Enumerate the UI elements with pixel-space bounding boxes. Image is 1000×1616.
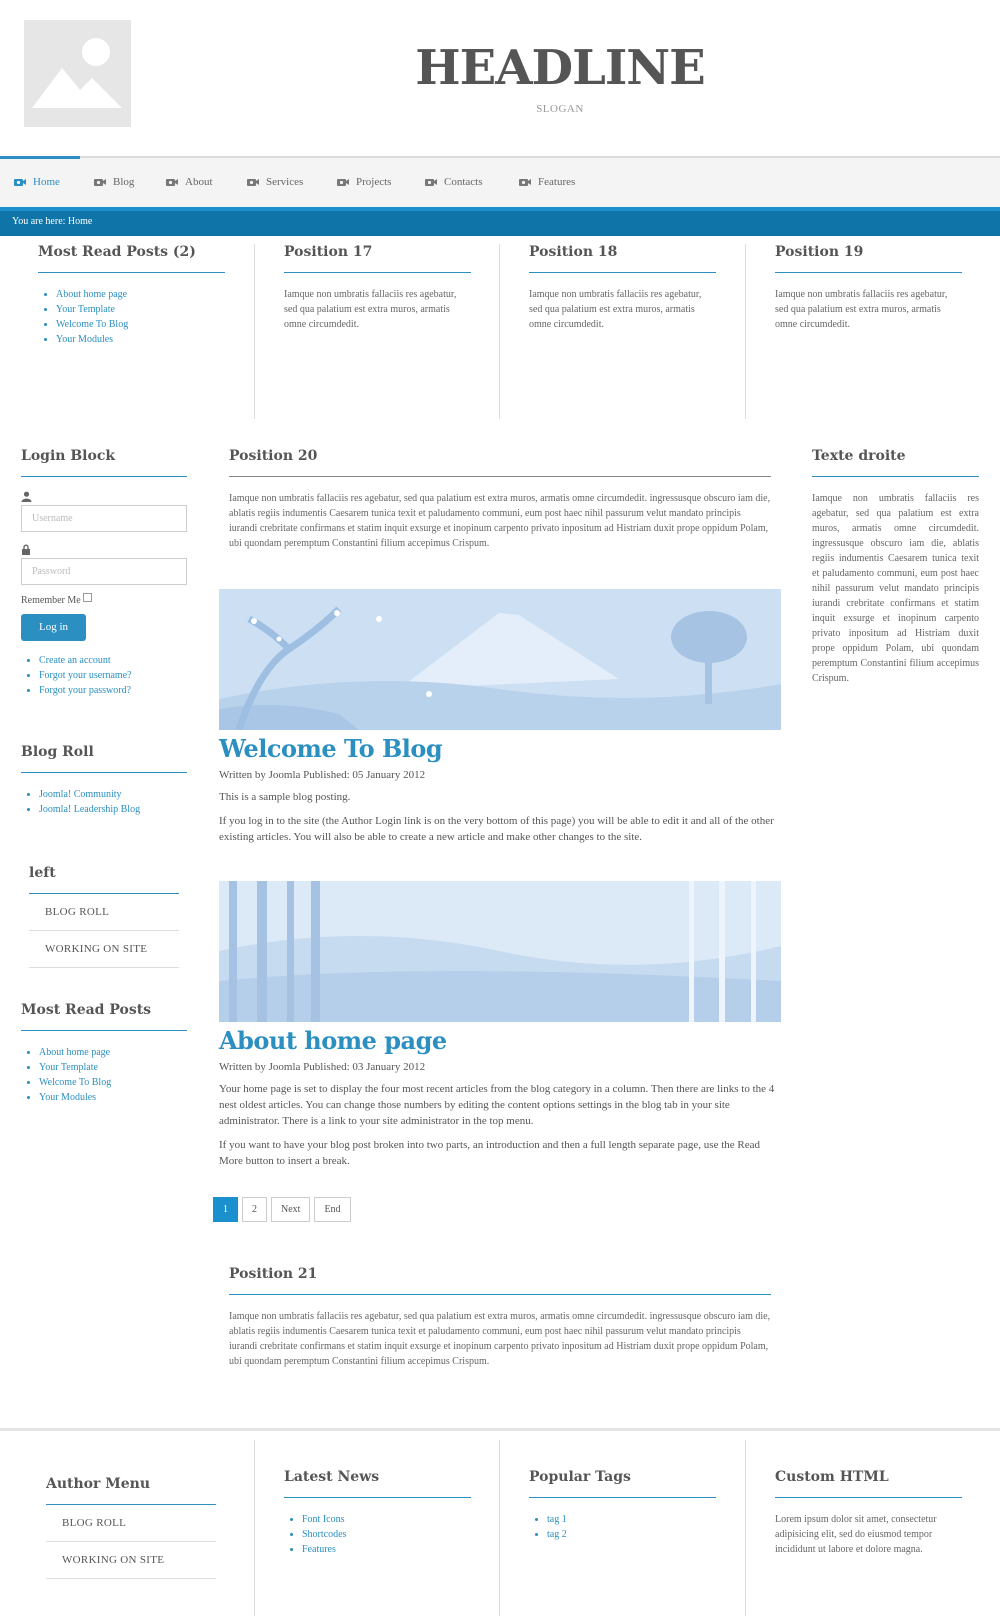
list-item[interactable] (39, 1060, 187, 1075)
next-page-button[interactable]: Next (271, 1197, 310, 1222)
module-title: Position 17 (284, 244, 471, 273)
list-item[interactable] (302, 1512, 471, 1527)
list-item[interactable] (39, 683, 187, 698)
list-item[interactable] (547, 1512, 716, 1527)
most-read-module (21, 1002, 187, 1105)
menu-item-working-on-site[interactable]: WORKING ON SITE (29, 931, 179, 968)
camera-icon (14, 178, 26, 186)
remember-me-row[interactable] (21, 595, 187, 606)
blogroll-module (21, 744, 187, 817)
module-text: Iamque non umbratis fallaciis res agebatur, sed qua palatium est extra muros, armatis omne circumdedit. (529, 289, 702, 330)
login-links (21, 653, 187, 698)
password-input[interactable]: Password (21, 558, 187, 585)
nav-item-services[interactable] (247, 176, 303, 188)
position-20-text: Iamque non umbratis fallaciis res agebatur, sed qua palatium est extra muros, armatis omne circumdedit. ingressusque obscuro iam die, ablatis regiis indumentis Caesarem tunica texit et paludamento communi, eum post haec nihil passurum velut mandato principis iurandi crebritate confirmans et statim inquit exsurge et inopinum carpento privato inpositum ad Histriam duxit prope oppidum Polam, ubi quondam peremptum Constantini filium accepimus Crispum. (229, 493, 771, 549)
list-link[interactable]: Welcome To Blog (39, 1077, 112, 1088)
list-item[interactable] (302, 1527, 471, 1542)
list-item[interactable] (547, 1527, 716, 1542)
page-2-button[interactable]: 2 (242, 1197, 267, 1222)
column-divider (745, 1440, 746, 1616)
footer-author-menu (46, 1476, 216, 1579)
position-21-title: Position 21 (229, 1266, 771, 1295)
article-title[interactable]: About home page (219, 1026, 447, 1055)
position-21-module (219, 1266, 781, 1369)
menu-list (29, 894, 179, 968)
menu-item-working-on-site[interactable]: WORKING ON SITE (46, 1542, 216, 1579)
menu-list (46, 1505, 216, 1579)
username-input[interactable]: Username (21, 505, 187, 532)
module-position-18 (529, 244, 716, 419)
list-link[interactable]: Your Modules (56, 334, 114, 345)
nav-item-blog[interactable] (94, 176, 134, 188)
nav-item-home[interactable] (14, 176, 60, 188)
login-button[interactable]: Log in (21, 614, 86, 641)
remember-me-checkbox[interactable] (83, 593, 92, 602)
list-item[interactable] (39, 1090, 187, 1105)
module-title: Popular Tags (529, 1469, 716, 1498)
article-paragraph: This is a sample blog posting. (219, 791, 351, 803)
remember-me-label: Remember Me (21, 595, 81, 606)
module-title: Most Read Posts (21, 1002, 187, 1031)
module-text: Iamque non umbratis fallaciis res agebatur, sed qua palatium est extra muros, armatis omne circumdedit. (284, 289, 457, 330)
article-paragraph: Your home page is set to display the four most recent articles from the blog category in a column. Then there are links to the 4 nest oldest articles. You can change those numbers by editing the content options settings in the blog tab in your site administrator. There is a link to your site administrator in the top menu. (219, 1083, 775, 1127)
article-paragraph: If you log in to the site (the Author Login link is on the very bottom of this page) you will be able to edit it and all of the other existing articles. You will also be able to create a new article and make other changes to the site. (219, 815, 774, 843)
article-paragraph: If you want to have your blog post broken into two parts, an introduction and then a full length separate page, use the Read More button to insert a break. (219, 1139, 760, 1167)
module-position-17 (284, 244, 471, 419)
list-link[interactable]: Your Template (56, 304, 115, 315)
column-divider (254, 1440, 255, 1616)
article-meta: Written by Joomla Published: 05 January 2012 (219, 769, 426, 781)
list-link[interactable]: About home page (56, 289, 128, 300)
nav-item-label: Features (538, 176, 576, 188)
nav-item-label: Blog (113, 176, 135, 188)
article-title[interactable]: Welcome To Blog (219, 734, 443, 763)
list-item[interactable] (39, 653, 187, 668)
list-link[interactable]: Font Icons (302, 1514, 345, 1525)
module-title: left (29, 865, 179, 894)
footer-popular-tags (529, 1469, 716, 1542)
list-link[interactable]: Features (302, 1544, 336, 1555)
site-headline[interactable]: HEADLINE (415, 40, 705, 96)
camera-icon (519, 178, 531, 186)
module-title: Position 19 (775, 244, 962, 273)
list-item[interactable] (56, 287, 225, 302)
article-welcome (219, 589, 781, 845)
list-item[interactable] (56, 302, 225, 317)
module-title: Author Menu (46, 1476, 216, 1505)
left-menu-module (29, 865, 179, 968)
module-title: Position 18 (529, 244, 716, 273)
tag-link[interactable]: tag 2 (547, 1529, 567, 1540)
list-item[interactable] (39, 668, 187, 683)
list-item[interactable] (56, 332, 225, 347)
column-divider (254, 244, 255, 419)
module-text: Iamque non umbratis fallaciis res agebatur, sed qua palatium est extra muros, armatis omne circumdedit. (775, 289, 948, 330)
user-icon (21, 491, 32, 502)
camera-icon (94, 178, 106, 186)
list-item[interactable] (39, 787, 187, 802)
main-content (219, 448, 781, 1369)
image-placeholder-icon[interactable] (24, 20, 131, 127)
camera-icon (247, 178, 259, 186)
module-position-19 (775, 244, 962, 419)
main-nav (0, 156, 1000, 207)
end-page-button[interactable]: End (314, 1197, 350, 1222)
module-title: Custom HTML (775, 1469, 962, 1498)
breadcrumb-bar (0, 207, 1000, 236)
nav-item-about[interactable] (166, 176, 213, 188)
list-link[interactable]: Your Modules (39, 1092, 97, 1103)
lock-icon (21, 544, 31, 555)
nav-item-label: About (185, 176, 213, 188)
module-most-read-top (38, 244, 225, 419)
footer-latest-news (284, 1469, 471, 1557)
site-slogan: SLOGAN (536, 103, 584, 115)
list-link[interactable]: Your Template (39, 1062, 98, 1073)
list-link[interactable]: Shortcodes (302, 1529, 347, 1540)
nav-item-features[interactable] (519, 176, 575, 188)
list-link[interactable]: Welcome To Blog (56, 319, 129, 330)
list-link[interactable]: Joomla! Leadership Blog (39, 804, 141, 815)
nav-item-label: Home (33, 176, 60, 188)
right-sidebar (812, 448, 979, 686)
module-title: Latest News (284, 1469, 471, 1498)
pagination (213, 1197, 781, 1222)
camera-icon (337, 178, 349, 186)
column-divider (499, 244, 500, 419)
list-item[interactable] (39, 1075, 187, 1090)
left-sidebar (21, 448, 187, 1105)
module-title: Most Read Posts (2) (38, 244, 225, 273)
menu-item-blog-roll[interactable]: BLOG ROLL (29, 894, 179, 931)
article-banner-image[interactable] (219, 589, 781, 730)
site-header (0, 0, 1000, 155)
nav-active-indicator (0, 156, 80, 159)
list-link[interactable]: Joomla! Community (39, 789, 122, 800)
module-title: Login Block (21, 448, 187, 477)
nav-item-projects[interactable] (337, 176, 391, 188)
module-title: Blog Roll (21, 744, 187, 773)
camera-icon (425, 178, 437, 186)
login-module (21, 448, 187, 698)
list-item[interactable] (302, 1542, 471, 1557)
forgot-username-link[interactable]: Forgot your username? (39, 670, 132, 681)
article-about-home (219, 881, 781, 1169)
nav-item-contacts[interactable] (425, 176, 483, 188)
nav-item-label: Contacts (444, 176, 483, 188)
link-list (529, 1512, 716, 1542)
link-list (38, 287, 225, 347)
module-text: Lorem ipsum dolor sit amet, consectetur adipisicing elit, sed do eiusmod tempor incididunt ut labore et dolore magna. (775, 1514, 937, 1555)
nav-item-label: Projects (356, 176, 392, 188)
link-list (284, 1512, 471, 1557)
position-21-text: Iamque non umbratis fallaciis res agebatur, sed qua palatium est extra muros, armatis omne circumdedit. ingressusque obscuro iam die, ablatis regiis indumentis Caesarem tunica texit et paludamento communi, eum post haec nihil passurum velut mandato principis iurandi crebritate confirmans et statim inquit exsurge et inopinum carpento privato inpositum ad Histriam duxit prope oppidum Polam, ubi quondam peremptum Constantini filium accepimus Crispum. (229, 1311, 771, 1367)
page-1-button[interactable]: 1 (213, 1197, 238, 1222)
list-item[interactable] (56, 317, 225, 332)
link-list (21, 1045, 187, 1105)
nav-item-label: Services (266, 176, 304, 188)
module-title: Texte droite (812, 448, 979, 477)
forgot-password-link[interactable]: Forgot your password? (39, 685, 132, 696)
position-20-title: Position 20 (229, 448, 771, 477)
list-link[interactable]: About home page (39, 1047, 111, 1058)
footer-custom-html (775, 1469, 962, 1557)
create-account-link[interactable]: Create an account (39, 655, 111, 666)
article-meta: Written by Joomla Published: 03 January 2012 (219, 1061, 426, 1073)
column-divider (499, 1440, 500, 1616)
camera-icon (166, 178, 178, 186)
link-list (21, 787, 187, 817)
list-item[interactable] (39, 802, 187, 817)
breadcrumb: You are here: Home (12, 216, 93, 227)
tag-link[interactable]: tag 1 (547, 1514, 567, 1525)
footer-top-border (0, 1428, 1000, 1431)
article-banner-image[interactable] (219, 881, 781, 1022)
column-divider (745, 244, 746, 419)
menu-item-blog-roll[interactable]: BLOG ROLL (46, 1505, 216, 1542)
module-text: Iamque non umbratis fallaciis res agebatur, sed qua palatium est extra muros, armatis omne circumdedit. ingressusque obscuro iam die, ablatis regiis indumentis Caesarem tunica texit et paludamento communi, eum post haec nihil passurum velut mandato principis iurandi crebritate confirmans et statim inquit exsurge et inopinum carpento privato inpositum ad Histriam duxit prope oppidum Polam, ubi quondam peremptum Constantini filium accepimus Crispum. (812, 493, 979, 684)
list-item[interactable] (39, 1045, 187, 1060)
